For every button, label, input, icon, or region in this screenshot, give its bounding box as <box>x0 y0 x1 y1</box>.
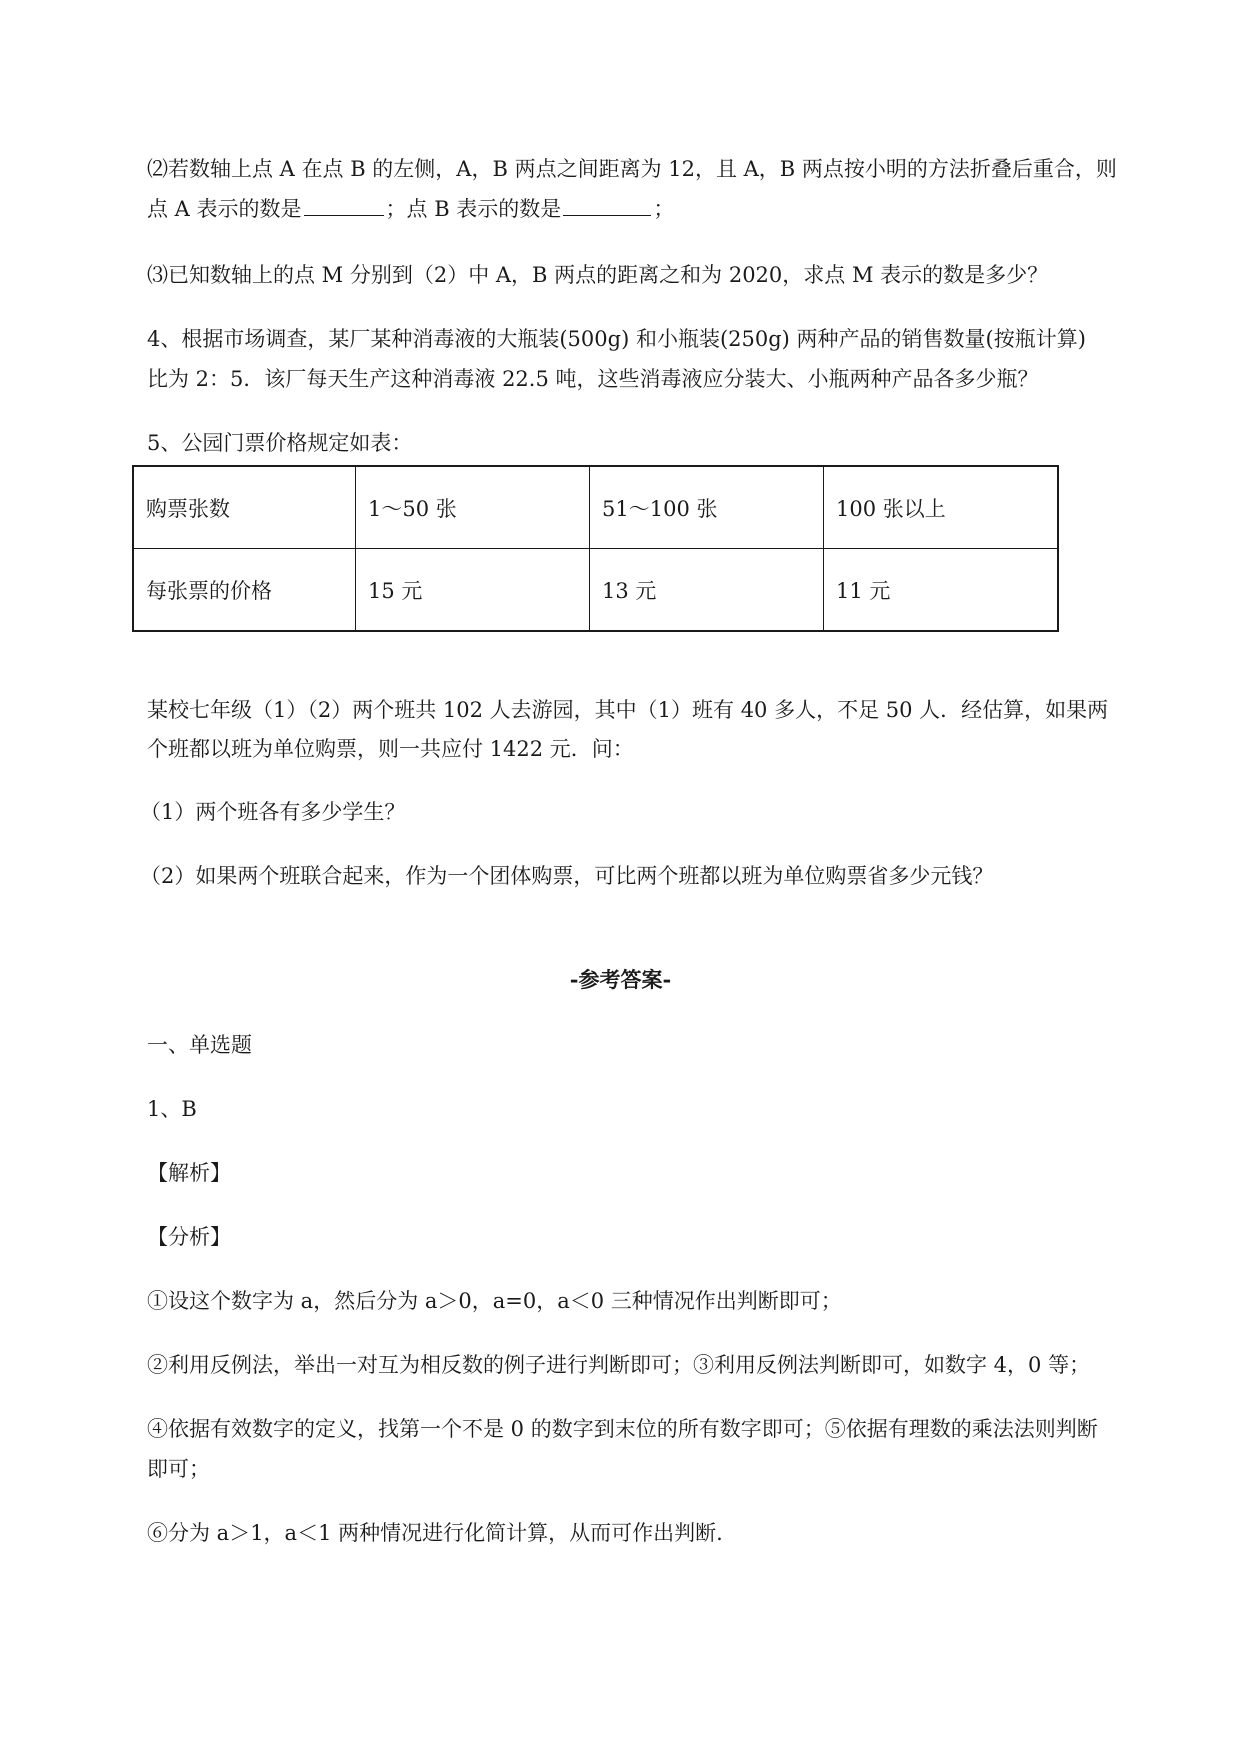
table-cell: 11 元 <box>824 549 1059 632</box>
q4-line2: 比为 2：5．该厂每天生产这种消毒液 22.5 吨，这些消毒液应分装大、小瓶两种产品各多少瓶？ <box>147 367 1039 391</box>
table-cell: 每张票的价格 <box>133 549 356 632</box>
fenxi-label: 【分析】 <box>147 1225 231 1249</box>
q5-intro: 5、公园门票价格规定如表： <box>147 431 413 455</box>
analysis-point-3-line1: ④依据有效数字的定义，找第一个不是 0 的数字到末位的所有数字即可；⑤依据有理数的乘法法则判断 <box>147 1417 1098 1441</box>
answer-blank-a[interactable] <box>304 195 384 216</box>
ticket-price-table <box>132 465 1059 632</box>
q3-part2-line1: ⑵若数轴上点 A 在点 B 的左侧，A，B 两点之间距离为 12，且 A，B 两点按小明的方法折叠后重合，则 <box>147 157 1117 181</box>
table-cell: 51～100 张 <box>590 466 824 549</box>
analysis-point-1: ①设这个数字为 a，然后分为 a＞0，a=0，a＜0 三种情况作出判断即可； <box>147 1289 842 1313</box>
q4-line1: 4、根据市场调查，某厂某种消毒液的大瓶装(500g) 和小瓶装(250g) 两种产品的销售数量(按瓶计算) <box>147 327 1086 351</box>
answers-heading: -参考答案- <box>569 967 672 992</box>
table-row <box>133 466 1058 549</box>
q3-part2-text-c: ； <box>653 197 675 221</box>
q5-paragraph-line1: 某校七年级（1）（2）两个班共 102 人去游园，其中（1）班有 40 多人，不足 50 人．经估算，如果两 <box>147 698 1109 722</box>
q5-sub-question-1: （1）两个班各有多少学生？ <box>140 800 406 824</box>
table-cell: 13 元 <box>590 549 824 632</box>
table-row <box>133 549 1058 632</box>
q5-sub-question-2: （2）如果两个班联合起来，作为一个团体购票，可比两个班都以班为单位购票省多少元钱？ <box>140 864 994 888</box>
q3-part3: ⑶已知数轴上的点 M 分别到（2）中 A，B 两点的距离之和为 2020，求点 M 表示的数是多少？ <box>147 263 1049 287</box>
analysis-point-4: ⑥分为 a＞1，a＜1 两种情况进行化简计算，从而可作出判断. <box>147 1521 723 1545</box>
table-cell: 15 元 <box>356 549 590 632</box>
q3-part2-text-b: ；点 B 表示的数是 <box>385 197 562 221</box>
section-title: 一、单选题 <box>147 1033 252 1057</box>
q3-part2-text-a: 点 A 表示的数是 <box>147 197 302 221</box>
table-cell: 购票张数 <box>133 466 356 549</box>
analysis-point-2: ②利用反例法，举出一对互为相反数的例子进行判断即可；③利用反例法判断即可，如数字 4，0 等； <box>147 1353 1091 1377</box>
q5-paragraph-line2: 个班都以班为单位购票，则一共应付 1422 元．问： <box>147 737 634 761</box>
q3-part2-line2 <box>147 193 674 225</box>
answer-blank-b[interactable] <box>563 195 651 216</box>
analysis-point-3-line2: 即可； <box>147 1457 210 1481</box>
answer-item-1: 1、B <box>147 1097 197 1121</box>
jiexi-label: 【解析】 <box>147 1161 231 1185</box>
table-cell: 1～50 张 <box>356 466 590 549</box>
table-cell: 100 张以上 <box>824 466 1059 549</box>
